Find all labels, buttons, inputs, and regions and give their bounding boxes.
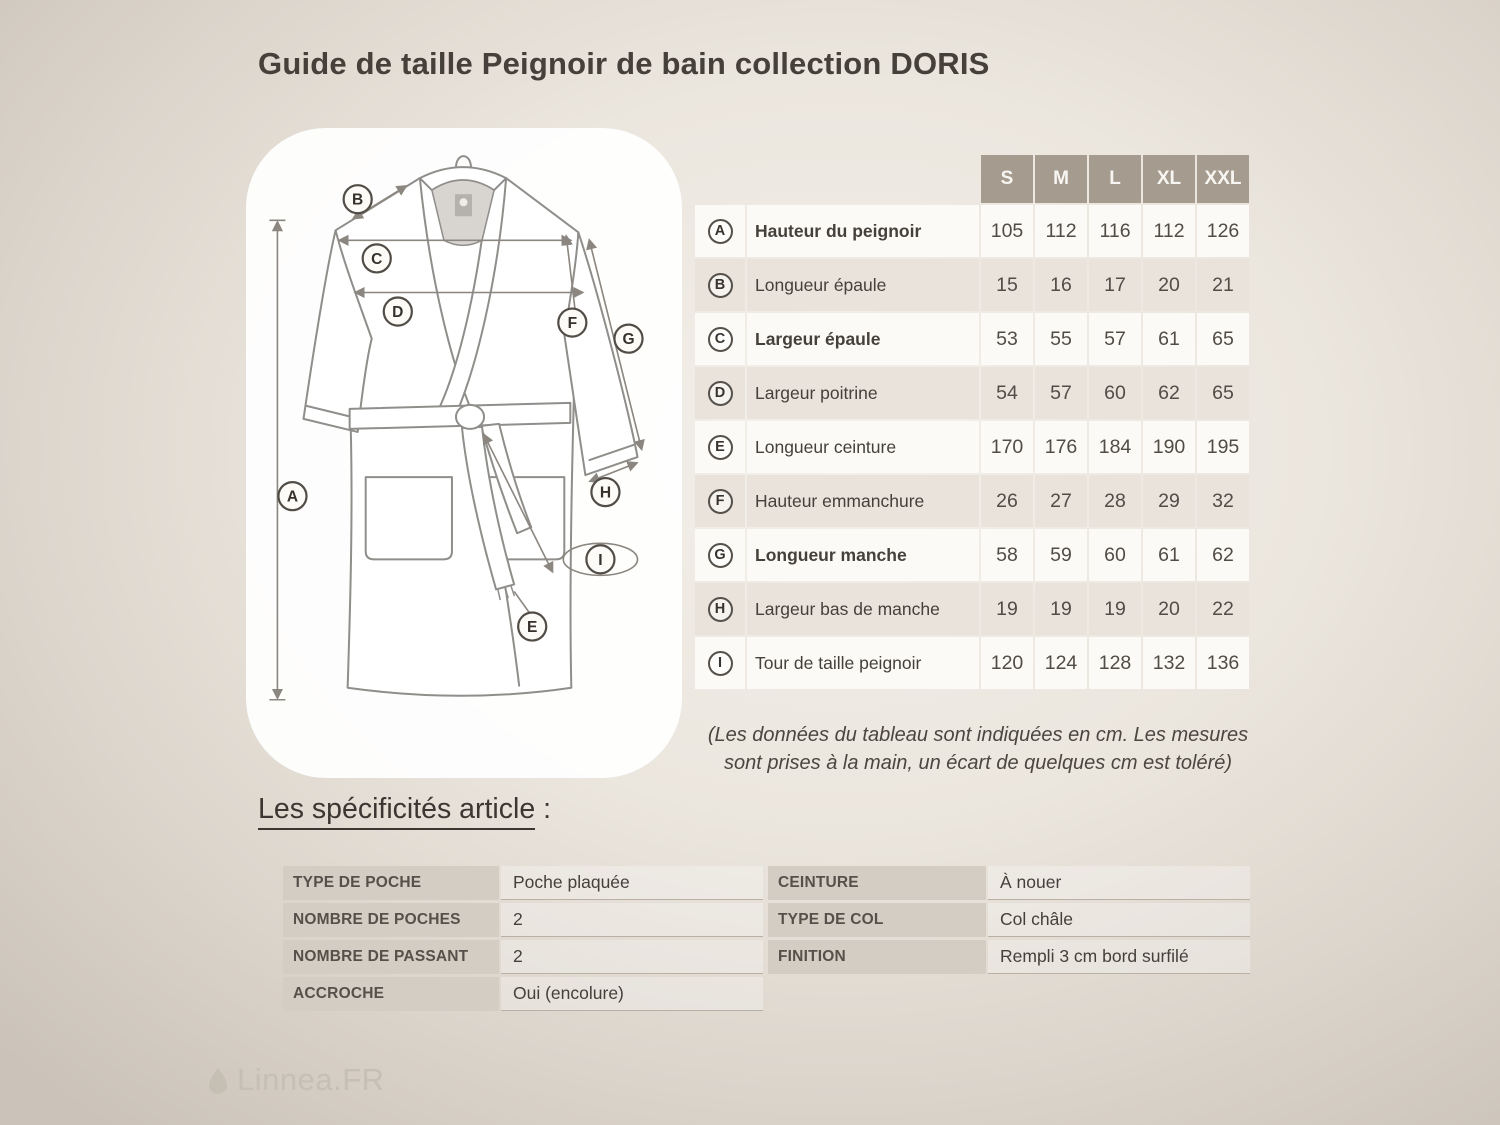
row-value-cell: 132 (1143, 637, 1195, 689)
row-value-cell: 120 (981, 637, 1033, 689)
row-value-cell: 176 (1035, 421, 1087, 473)
row-value-cell: 29 (1143, 475, 1195, 527)
size-table-note: (Les données du tableau sont indiquées en cm. Les mesures sont prises à la main, un écart de quelques cm est toléré) (707, 724, 1249, 774)
spec-value-cell: Oui (encolure) (501, 977, 763, 1011)
row-letter-cell (695, 367, 745, 419)
row-letter-badge: I (708, 651, 733, 676)
row-value-cell: 19 (981, 583, 1033, 635)
row-value-cell: 61 (1143, 313, 1195, 365)
specs-heading-colon: : (535, 793, 552, 825)
row-value-cell: 184 (1089, 421, 1141, 473)
row-letter-badge: A (708, 219, 733, 244)
row-label-cell: Longueur ceinture (747, 421, 979, 473)
size-table-label-spacer (747, 155, 979, 203)
row-value-cell: 60 (1089, 529, 1141, 581)
spec-table-left (283, 866, 763, 1011)
row-letter-badge: H (708, 597, 733, 622)
row-value-cell: 124 (1035, 637, 1087, 689)
specs-heading (258, 793, 551, 826)
row-value-cell: 19 (1089, 583, 1141, 635)
row-value-cell: 57 (1089, 313, 1141, 365)
row-value-cell: 112 (1143, 205, 1195, 257)
spec-label-cell: TYPE DE COL (768, 903, 986, 937)
size-column-header: XXL (1197, 155, 1249, 203)
row-value-cell: 22 (1197, 583, 1249, 635)
row-letter-badge: G (708, 543, 733, 568)
row-value-cell: 62 (1197, 529, 1249, 581)
row-letter-badge: B (708, 273, 733, 298)
size-column-header: XL (1143, 155, 1195, 203)
page-title: Guide de taille Peignoir de bain collection DORIS (258, 46, 990, 81)
row-value-cell: 21 (1197, 259, 1249, 311)
row-value-cell: 105 (981, 205, 1033, 257)
diagram-letter-c: C (371, 250, 383, 268)
row-value-cell: 112 (1035, 205, 1087, 257)
spec-label-cell: ACCROCHE (283, 977, 499, 1011)
diagram-letter-h: H (599, 484, 612, 502)
robe-diagram (246, 128, 682, 778)
size-table (695, 155, 1249, 689)
watermark (206, 1062, 385, 1098)
diagram-letter-g: G (622, 331, 635, 349)
row-value-cell: 170 (981, 421, 1033, 473)
row-value-cell: 15 (981, 259, 1033, 311)
row-value-cell: 28 (1089, 475, 1141, 527)
spec-value-cell: Poche plaquée (501, 866, 763, 900)
row-value-cell: 190 (1143, 421, 1195, 473)
row-label-cell: Tour de taille peignoir (747, 637, 979, 689)
row-value-cell: 62 (1143, 367, 1195, 419)
row-label-cell: Hauteur emmanchure (747, 475, 979, 527)
row-value-cell: 116 (1089, 205, 1141, 257)
bathrobe-drawing (304, 167, 638, 696)
spec-label-cell: FINITION (768, 940, 986, 974)
spec-value-cell: Rempli 3 cm bord surfilé (988, 940, 1250, 974)
row-value-cell: 54 (981, 367, 1033, 419)
row-value-cell: 59 (1035, 529, 1087, 581)
row-letter-badge: F (708, 489, 733, 514)
diagram-letter-i: I (598, 551, 603, 569)
robe-diagram-svg (246, 128, 682, 778)
diagram-letter-f: F (567, 315, 578, 333)
row-value-cell: 65 (1197, 367, 1249, 419)
row-value-cell: 195 (1197, 421, 1249, 473)
row-value-cell: 55 (1035, 313, 1087, 365)
spec-value-cell: 2 (501, 903, 763, 937)
row-label-cell: Longueur épaule (747, 259, 979, 311)
size-column-header: S (981, 155, 1033, 203)
row-letter-cell (695, 583, 745, 635)
diagram-letter-b: B (352, 191, 364, 209)
spec-value-cell: 2 (501, 940, 763, 974)
row-value-cell: 60 (1089, 367, 1141, 419)
row-value-cell: 17 (1089, 259, 1141, 311)
row-value-cell: 53 (981, 313, 1033, 365)
spec-value-cell: À nouer (988, 866, 1250, 900)
diagram-letter-d: D (392, 304, 404, 322)
spec-table-right (768, 866, 1250, 974)
diagram-letter-a: A (286, 488, 299, 506)
row-value-cell: 20 (1143, 259, 1195, 311)
spec-label-cell: NOMBRE DE POCHES (283, 903, 499, 937)
row-label-cell: Hauteur du peignoir (747, 205, 979, 257)
specs-heading-text: Les spécificités article (258, 793, 535, 830)
row-letter-cell (695, 529, 745, 581)
brand-tag-logo (459, 198, 467, 206)
row-value-cell: 57 (1035, 367, 1087, 419)
row-letter-cell (695, 637, 745, 689)
row-letter-badge: E (708, 435, 733, 460)
row-value-cell: 27 (1035, 475, 1087, 527)
spec-label-cell: NOMBRE DE PASSANT (283, 940, 499, 974)
row-letter-cell (695, 205, 745, 257)
row-value-cell: 128 (1089, 637, 1141, 689)
row-label-cell: Largeur poitrine (747, 367, 979, 419)
size-column-header: M (1035, 155, 1087, 203)
row-letter-cell (695, 259, 745, 311)
watermark-text: Linnea.FR (237, 1062, 385, 1097)
row-value-cell: 19 (1035, 583, 1087, 635)
row-letter-cell (695, 313, 745, 365)
row-letter-badge: C (708, 327, 733, 352)
size-column-header: L (1089, 155, 1141, 203)
row-value-cell: 58 (981, 529, 1033, 581)
row-value-cell: 32 (1197, 475, 1249, 527)
row-letter-cell (695, 475, 745, 527)
row-value-cell: 61 (1143, 529, 1195, 581)
row-label-cell: Largeur épaule (747, 313, 979, 365)
row-value-cell: 26 (981, 475, 1033, 527)
row-value-cell: 16 (1035, 259, 1087, 311)
row-label-cell: Longueur manche (747, 529, 979, 581)
row-value-cell: 126 (1197, 205, 1249, 257)
row-value-cell: 65 (1197, 313, 1249, 365)
row-label-cell: Largeur bas de manche (747, 583, 979, 635)
spec-label-cell: TYPE DE POCHE (283, 866, 499, 900)
size-table-corner-spacer (695, 155, 745, 203)
spec-label-cell: CEINTURE (768, 866, 986, 900)
diagram-letter-e: E (527, 619, 538, 637)
row-value-cell: 20 (1143, 583, 1195, 635)
droplet-icon (206, 1066, 230, 1094)
row-value-cell: 136 (1197, 637, 1249, 689)
row-letter-badge: D (708, 381, 733, 406)
spec-value-cell: Col châle (988, 903, 1250, 937)
row-letter-cell (695, 421, 745, 473)
